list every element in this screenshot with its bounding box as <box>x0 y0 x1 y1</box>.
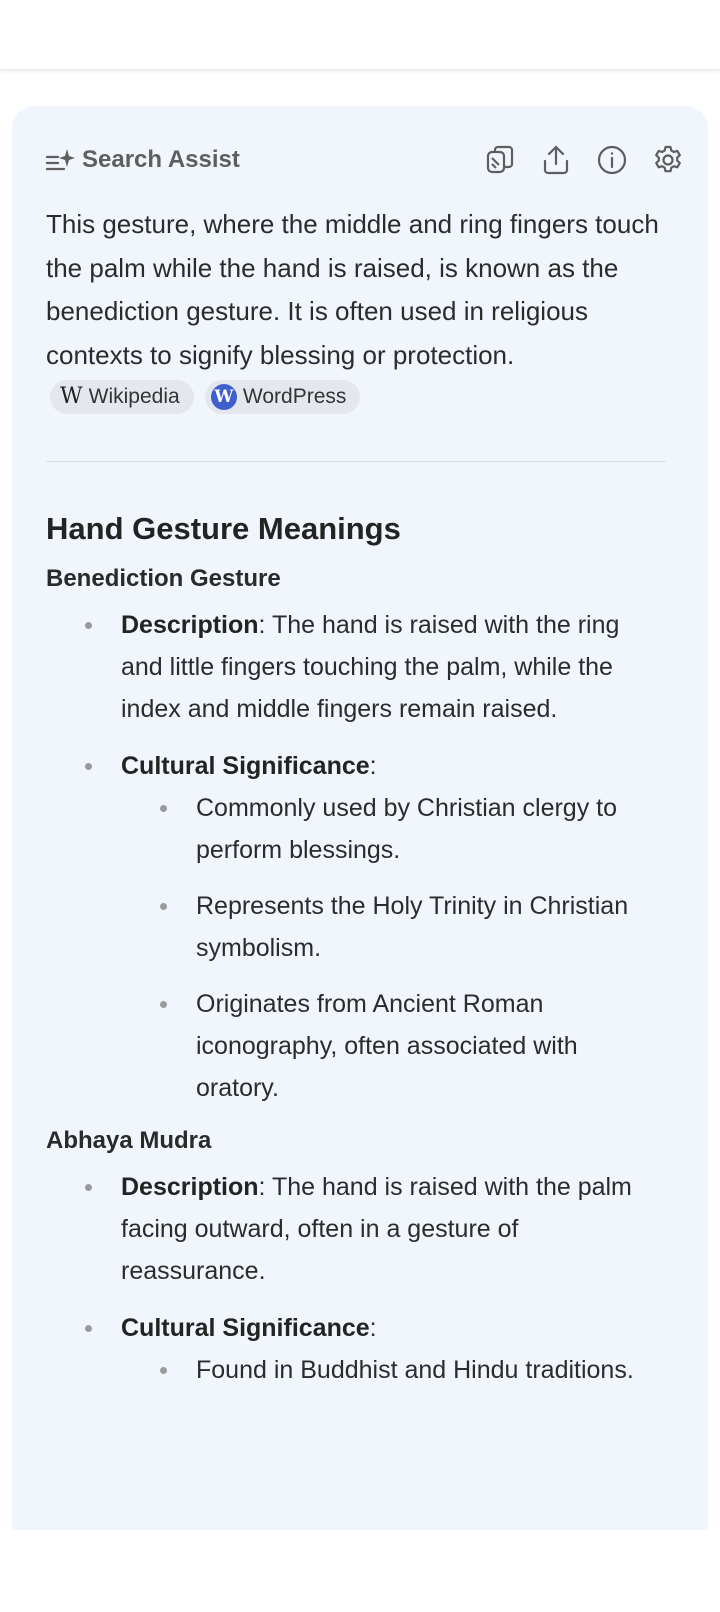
assist-summary <box>46 203 666 421</box>
sub-list <box>121 1349 666 1391</box>
item-suffix: : <box>369 1314 377 1342</box>
search-assist-icon <box>46 147 76 173</box>
section-list <box>46 604 666 1109</box>
list-item <box>121 1307 666 1391</box>
item-label: Description <box>121 1173 259 1201</box>
sub-list <box>121 787 666 1109</box>
list-item <box>121 604 666 730</box>
list-item <box>121 1166 666 1292</box>
info-icon[interactable] <box>594 142 630 178</box>
item-suffix: : <box>369 752 377 780</box>
header-icons <box>482 142 686 178</box>
source-chip-wikipedia[interactable] <box>50 380 194 414</box>
wordpress-icon: W <box>211 384 237 410</box>
sub-list-item: Originates from Ancient Roman iconography, often associated with oratory. <box>196 983 666 1109</box>
article-heading: Hand Gesture Meanings <box>46 511 401 546</box>
section-title: Benediction Gesture <box>46 565 281 592</box>
sub-list-item: Commonly used by Christian clergy to perform blessings. <box>196 787 666 871</box>
sub-list-item: Found in Buddhist and Hindu traditions. <box>196 1349 666 1391</box>
list-item <box>121 745 666 1109</box>
assist-header <box>46 140 686 180</box>
settings-icon[interactable] <box>650 142 686 178</box>
section-list <box>46 1166 666 1391</box>
section-title: Abhaya Mudra <box>46 1127 212 1154</box>
item-label: Cultural Significance <box>121 752 370 780</box>
item-label: Cultural Significance <box>121 1314 370 1342</box>
source-label: WordPress <box>242 385 347 409</box>
item-text: : The hand is raised with the ring and little fingers touching the palm, while the index and middle fingers remain raised. <box>121 611 620 723</box>
item-text: : The hand is raised with the palm facing outward, often in a gesture of reassurance. <box>121 1173 632 1285</box>
share-icon[interactable] <box>538 142 574 178</box>
wikipedia-icon: W <box>60 384 83 410</box>
summary-text: This gesture, where the middle and ring fingers touch the palm while the hand is raised, is known as the benediction gesture. It is often used in religious contexts to signify blessing or protection. <box>46 209 659 370</box>
sub-list-item: Represents the Holy Trinity in Christian symbolism. <box>196 885 666 969</box>
assist-title-label: Search Assist <box>82 146 240 173</box>
divider <box>46 461 666 462</box>
search-assist-card <box>12 106 708 1530</box>
source-chip-wordpress[interactable] <box>205 380 360 414</box>
copy-icon[interactable] <box>482 142 518 178</box>
source-label: Wikipedia <box>88 385 180 409</box>
assist-title <box>46 146 240 174</box>
top-bar <box>0 0 720 70</box>
article-content <box>46 506 666 1406</box>
item-label: Description <box>121 611 259 639</box>
